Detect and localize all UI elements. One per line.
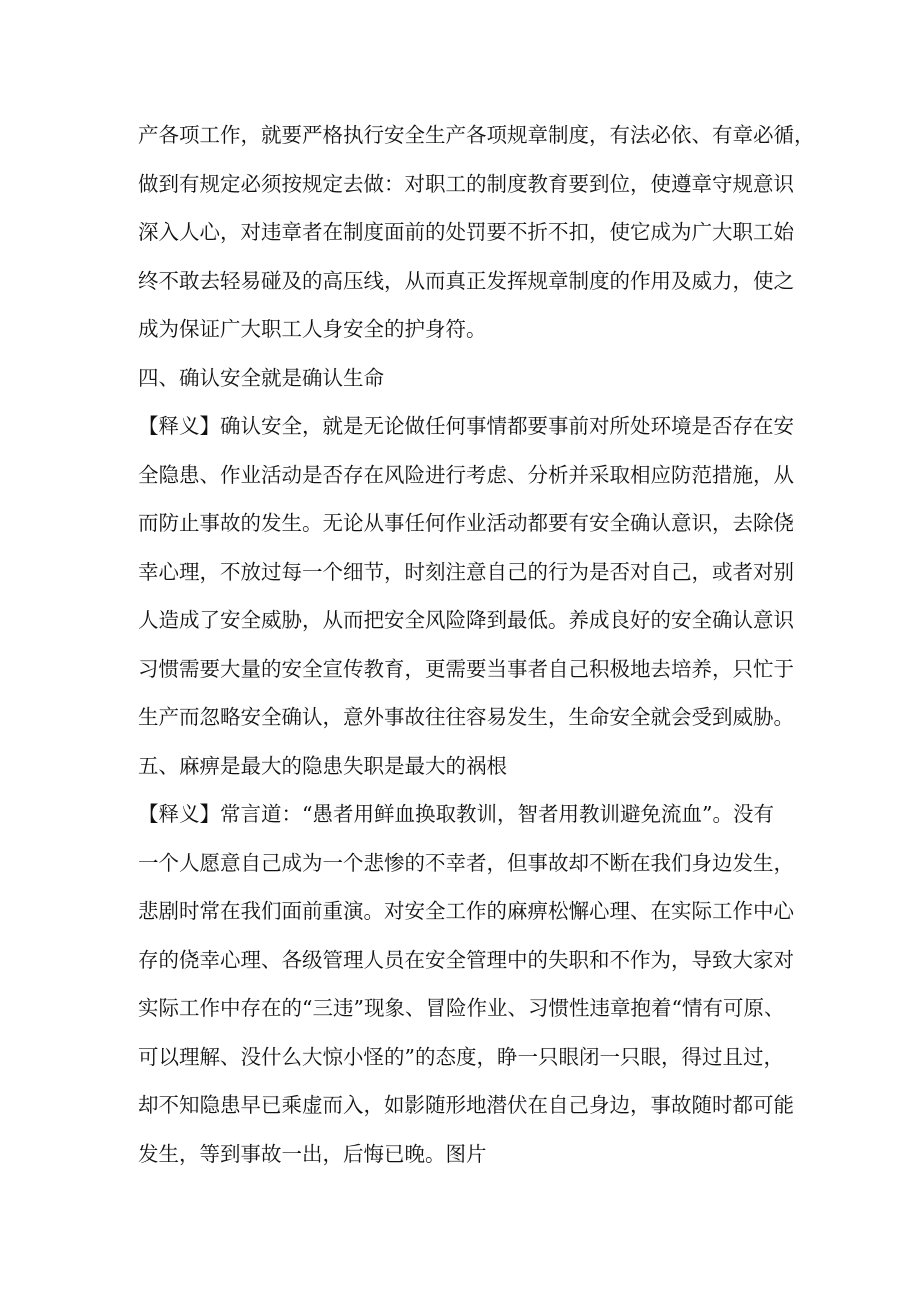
paragraph-line: 【释义】确认安全，就是无论做任何事情都要事前对所处环境是否存在安 <box>138 414 794 438</box>
paragraph-line: 一个人愿意自己成为一个悲惨的不幸者，但事故却不断在我们身边发生， <box>138 850 794 875</box>
paragraph-line: 产各项工作，就要严格执行安全生产各项规章制度，有法必依、有章必循， <box>138 123 815 147</box>
paragraph-line: 而防止事故的发生。无论从事任何作业活动都要有安全确认意识，去除侥 <box>138 511 794 535</box>
paragraph-line: 实际工作中存在的“三违”现象、冒险作业、习惯性违章抱着“情有可原、 <box>138 996 785 1020</box>
paragraph-line: 发生，等到事故一出，后悔已晚。图片 <box>138 1141 487 1166</box>
paragraph-line: 深入人心，对违章者在制度面前的处罚要不折不扣，使它成为广大职工始 <box>138 220 794 244</box>
paragraph-line: 生产而忽略安全确认，意外事故往往容易发生，生命安全就会受到威胁。 <box>138 705 794 729</box>
paragraph-line: 悲剧时常在我们面前重演。对安全工作的麻痹松懈心理、在实际工作中心 <box>138 899 794 923</box>
paragraph-line: 习惯需要大量的安全宣传教育，更需要当事者自己积极地去培养，只忙于 <box>138 656 794 681</box>
paragraph-line: 成为保证广大职工人身安全的护身符。 <box>138 317 487 341</box>
paragraph-line: 存的侥幸心理、各级管理人员在安全管理中的失职和不作为，导致大家对 <box>138 947 794 972</box>
paragraph-line: 【释义】常言道：“愚者用鲜血换取教训，智者用教训避免流血”。没有 <box>138 802 774 826</box>
section-heading-4: 四、确认安全就是确认生命 <box>138 365 384 390</box>
section-heading-5: 五、麻痹是最大的隐患失职是最大的祸根 <box>138 753 507 778</box>
paragraph-line: 全隐患、作业活动是否存在风险进行考虑、分析并采取相应防范措施，从 <box>138 462 794 487</box>
paragraph-line: 幸心理，不放过每一个细节，时刻注意自己的行为是否对自己，或者对别 <box>138 559 794 584</box>
paragraph-line: 却不知隐患早已乘虚而入，如影随形地潜伏在自己身边，事故随时都可能 <box>138 1093 794 1117</box>
paragraph-line: 做到有规定必须按规定去做：对职工的制度教育要到位，使遵章守规意识 <box>138 171 794 196</box>
paragraph-line: 终不敢去轻易碰及的高压线，从而真正发挥规章制度的作用及威力，使之 <box>138 268 794 293</box>
paragraph-line: 人造成了安全威胁，从而把安全风险降到最低。养成良好的安全确认意识 <box>138 608 794 632</box>
document-body <box>138 111 815 1178</box>
paragraph-line: 可以理解、没什么大惊小怪的”的态度，睁一只眼闭一只眼，得过且过， <box>138 1044 784 1069</box>
